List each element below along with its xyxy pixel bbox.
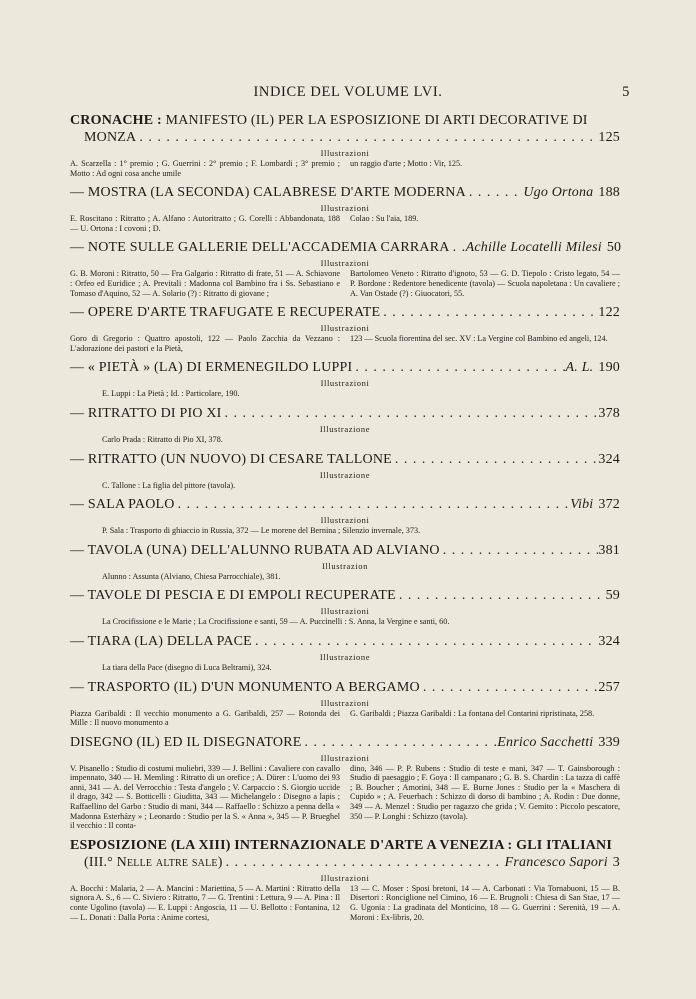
entry-title: MANIFESTO (IL) PER LA ESPOSIZIONE DI ARTI DECORATIVE DI: [165, 113, 588, 128]
entry-title-line: [70, 633, 620, 650]
entry-title: — TRASPORTO (IL) D'UN MONUMENTO A BERGAMO: [70, 679, 420, 695]
leader-dots: [352, 359, 565, 376]
entry-author: Vibi: [570, 497, 594, 513]
entry-page: 188: [598, 185, 620, 201]
index-entry-cronache: [70, 112, 620, 178]
entry-page: 59: [605, 588, 620, 604]
illustrations-col-right: 13 — C. Moser : Sposi bretoni, 14 — A. Carbonati : Via Tornabuoni, 15 — B. Disertori : Ronciglione nel Cimino, 16 — E. Brugnoli : Chiesa di San Stae, 17 — G. Ugonia : La gradinata del Monticino, 18 — G. Guerrini : Serenità, 19 — A. Moroni : Ex-libris, 20.: [350, 883, 620, 922]
entry-title-line-2: [70, 854, 620, 871]
leader-dots: [396, 587, 606, 604]
entry-title-line: [70, 112, 620, 129]
entry-title: — OPERE D'ARTE TRAFUGATE E RECUPERATE: [70, 305, 381, 321]
index-entry-disegno: [70, 734, 620, 831]
illustrations-col-right: Colao : Su l'aia, 189.: [350, 214, 419, 224]
entry-author: Achille Locatelli Milesi: [465, 240, 602, 256]
illustrations-label: Illustrazioni: [320, 515, 370, 526]
entry-lead: CRONACHE :: [70, 113, 162, 128]
entry-page: 324: [598, 633, 620, 649]
index-entry-pieta-luppi: [70, 359, 620, 399]
illustrations-label: Illustrazioni: [320, 323, 370, 334]
entry-title-line: [70, 239, 620, 256]
illustrations-body: [70, 764, 620, 831]
header-page-number: 5: [622, 84, 630, 100]
entry-title-line: [70, 359, 620, 376]
entry-page: 122: [598, 305, 620, 321]
entry-author: A. L.: [565, 360, 594, 376]
illustrations-col-right: un raggio d'arte ; Motto : Vir, 125.: [350, 159, 463, 168]
entry-title: — NOTE SULLE GALLERIE DELL'ACCADEMIA CARRARA: [70, 240, 450, 256]
illustrations-body: Carlo Prada : Ritratto di Pio XI, 378.: [102, 434, 223, 444]
entry-title-line: [70, 304, 620, 321]
entry-page: 372: [598, 497, 620, 513]
entry-page: 50: [606, 240, 622, 256]
index-content: [70, 112, 620, 922]
entry-title-line: [70, 679, 620, 696]
index-entry-mostra-calabrese: [70, 184, 620, 233]
entry-page: 3: [612, 854, 620, 870]
entry-title: — TAVOLE DI PESCIA E DI EMPOLI RECUPERATE: [70, 588, 396, 604]
illustrations-label: Illustrazioni: [320, 697, 370, 708]
entry-title-line: [70, 587, 620, 604]
entry-title: — RITRATTO (UN NUOVO) DI CESARE TALLONE: [70, 451, 392, 467]
leader-dots: [380, 304, 598, 321]
leader-dots: [222, 405, 599, 422]
index-entry-esposizione-venezia: [70, 837, 620, 922]
leader-dots: [252, 633, 598, 650]
entry-author: Francesco Sapori: [504, 854, 608, 870]
illustrations-label: Illustrazioni: [320, 203, 370, 214]
entry-page: 339: [598, 734, 620, 750]
illustrations-col-left: G. B. Moroni : Ritratto, 50 — Fra Galgario : Ritratto di frate, 51 — A. Schiavone : Orfeo ed Euridice ; A. Previtali : Madonna col Bambino fra i Ss. Sebastiano e Tomaso d'Aquino, 52 — A. Solario (?) : Ritratto di giovane ;: [70, 269, 340, 298]
entry-page: 378: [598, 405, 620, 421]
illustrations-body: [70, 884, 620, 922]
leader-dots: [466, 184, 523, 201]
index-entry-opere-trafugate: [70, 304, 620, 353]
page-header: [70, 84, 630, 101]
illustrations-col-right: Bartolomeo Veneto : Ritratto d'ignoto, 53 — G. D. Tiepolo : Cristo legato, 54 — P. Bordone : Redentore benedicente (tavola) — Scuola napoletana : Un cavaliere ; A. Van Ostade (?) : Giuocatori, 55.: [350, 269, 620, 298]
entry-author: Enrico Sacchetti: [497, 734, 594, 750]
illustrations-label: Illustrazioni: [320, 378, 370, 389]
entry-title-cont: (III.° Nelle altre sale): [84, 854, 223, 870]
entry-title-line: [70, 496, 620, 513]
illustrations-label: Illustrazioni: [320, 148, 370, 158]
illustrations-body: [70, 269, 620, 298]
entry-title: — RITRATTO DI PIO XI: [70, 405, 222, 421]
index-entry-sala-paolo: [70, 496, 620, 536]
leader-dots: [450, 239, 466, 256]
illustrations-label: Illustrazion: [322, 560, 368, 571]
illustrations-body: P. Sala : Trasporto di ghiaccio in Russia, 372 — Le morene del Bernina ; Silenzio invernale, 373.: [102, 526, 421, 536]
leader-dots: [223, 854, 505, 871]
index-entry-ritratto-tallone: [70, 451, 620, 491]
index-entry-accademia-carrara: [70, 239, 620, 298]
entry-title: — « PIETÀ » (LA) DI ERMENEGILDO LUPPI: [70, 360, 353, 376]
leader-dots: [420, 679, 599, 696]
entry-title-line: [70, 405, 620, 422]
illustrations-col-right: 123 — Scuola fiorentina del sec. XV : La Vergine col Bambino ed angeli, 124.: [350, 334, 608, 344]
index-entry-ritratto-pio-xi: [70, 405, 620, 445]
entry-title-line-2: [70, 129, 620, 146]
entry-page: 324: [598, 451, 620, 467]
illustrations-body: [70, 709, 620, 728]
index-entry-tavola-alunno: [70, 542, 620, 582]
entry-title: — SALA PAOLO: [70, 497, 175, 513]
illustrations-col-left: Goro di Gregorio : Quattro apostoli, 122 — Paolo Zacchia da Vezzano : L'adorazione dei pastori e la Pietà,: [70, 334, 340, 353]
entry-title: — TIARA (LA) DELLA PACE: [70, 633, 252, 649]
illustrations-col-left: V. Pisanello : Studio di costumi muliebri, 339 — J. Bellini : Cavaliere con cavallo impennato, 340 — H. Memling : Ritratto di un orefice ; A. Dürer : L'uomo dei 93 anni, 341 — A. del Verrocchio : Testa d'angelo ; V. Carpaccio : S. Giorgio uccide il drago, 342 — S. Botticelli : Giuditta, 343 — Michelangelo : Disegno a lapis ; Raffaellino del Garbo : Studio di mani, 344 — Raffaello : Schizzo a penna della « Madonna Esterházy » ; Leonardo : Studio per la S. « Anna », 345 — P. Brueghel il vecchio : Il conta-: [70, 763, 340, 831]
illustrations-label: Illustrazione: [319, 651, 371, 662]
illustrations-body: La tiara della Pace (disegno di Luca Beltrami), 324.: [102, 662, 272, 672]
entry-title: — TAVOLA (UNA) DELL'ALUNNO RUBATA AD ALVIANO: [70, 542, 440, 558]
entry-title-line: [70, 837, 620, 854]
header-title: INDICE DEL VOLUME LVI.: [253, 84, 443, 100]
illustrations-col-left: Piazza Garibaldi : Il vecchio monumento a G. Garibaldi, 257 — Rotonda dei Mille : Il nuovo monumento a: [70, 708, 340, 728]
illustrations-label: Illustrazioni: [320, 258, 370, 269]
index-entry-tiara-pace: [70, 633, 620, 673]
entry-title-cont: MONZA: [84, 130, 137, 145]
illustrations-label: Illustrazione: [319, 469, 371, 480]
entry-title: — MOSTRA (LA SECONDA) CALABRESE D'ARTE MODERNA: [70, 185, 466, 201]
entry-author: Ugo Ortona: [523, 185, 594, 201]
entry-title: ESPOSIZIONE (LA XIII) INTERNAZIONALE D'ARTE A VENEZIA : GLI ITALIANI: [70, 837, 613, 853]
entry-title: DISEGNO (IL) ED IL DISEGNATORE: [70, 734, 302, 750]
illustrations-label: Illustrazioni: [320, 606, 370, 617]
leader-dots: [392, 451, 598, 468]
illustrations-label: Illustrazioni: [320, 872, 370, 883]
illustrations-body: La Crocifissione e le Marie ; La Crocifissione e santi, 59 — A. Puccinelli : S. Anna, la Vergine e santi, 60.: [102, 617, 450, 627]
illustrations-col-right: dino, 346 — P. P. Rubens : Studio di teste e mani, 347 — T. Gainsborough : Studio di paesaggio ; F. Goya : Il campanaro ; G. B. S. Chardin : La tazza di caffè ; B. Boucher ; Amorini, 348 — E. Burne Jones : Studio per la « Maschera di Cupido » ; A. Feuerbach : Schizzo di dorso di bambino ; A. Rodin : Due donne, 349 — A. Menzel : Studio per ragazzo che grida ; V. Gemito : Piccolo pescatore, 350 — P. Longhi : Schizzo (tavola).: [350, 763, 620, 821]
illustrations-body: C. Tallone : La figlia del pittore (tavola).: [102, 480, 236, 490]
index-entry-trasporto-monumento: [70, 679, 620, 728]
illustrations-col-right: G. Garibaldi ; Piazza Garibaldi : La fontana del Contarini ripristinata, 258.: [350, 708, 595, 718]
entry-page: 381: [598, 542, 620, 558]
illustrations-col-left: E. Roscitano : Ritratto ; A. Alfano : Autoritratto ; G. Corelli : Abbandonata, 188 — U. Ortona : I covoni ; D.: [70, 214, 340, 233]
illustrations-body: E. Luppi : La Pietà ; Id. : Particolare, 190.: [102, 389, 240, 399]
leader-dots: [302, 734, 498, 751]
leader-dots: [440, 542, 599, 559]
entry-title-line: [70, 451, 620, 468]
illustrations-col-left: A. Bocchi : Malaria, 2 — A. Mancini : Mariettina, 5 — A. Martini : Ritratto della signora A. S., 6 — C. Siviero : Ritratto, 7 — G. Trentini : Lettura, 9 — A. Pina : Il conte Ugolino (tavola) — E. Luppi : Angoscia, 11 — U. Bellotto : Fontanina, 12 — L. Donati : Dalla Porta : Anime cortesi,: [70, 883, 340, 922]
leader-dots: [136, 129, 598, 146]
entry-page: 125: [598, 130, 620, 145]
entry-title-line: [70, 184, 620, 201]
illustrations-body: Alunno : Assunta (Alviano, Chiesa Parrocchiale), 381.: [102, 571, 281, 581]
entry-title-line: [70, 542, 620, 559]
entry-page: 257: [598, 679, 620, 695]
illustrations-body: [70, 334, 620, 353]
illustrations-col-left: A. Scarzella : 1° premio ; G. Guerrini : 2° premio ; F. Lombardi ; 3° premio ; Motto : Ad ogni cosa anche umile: [70, 159, 340, 178]
index-entry-tavole-pescia: [70, 587, 620, 627]
illustrations-label: Illustrazione: [319, 423, 371, 434]
illustrations-body: [70, 214, 620, 233]
illustrations-label: Illustrazioni: [320, 752, 370, 763]
illustrations-body: [70, 159, 620, 178]
leader-dots: [175, 496, 571, 513]
entry-page: 190: [598, 360, 620, 376]
entry-title-line: [70, 734, 620, 751]
